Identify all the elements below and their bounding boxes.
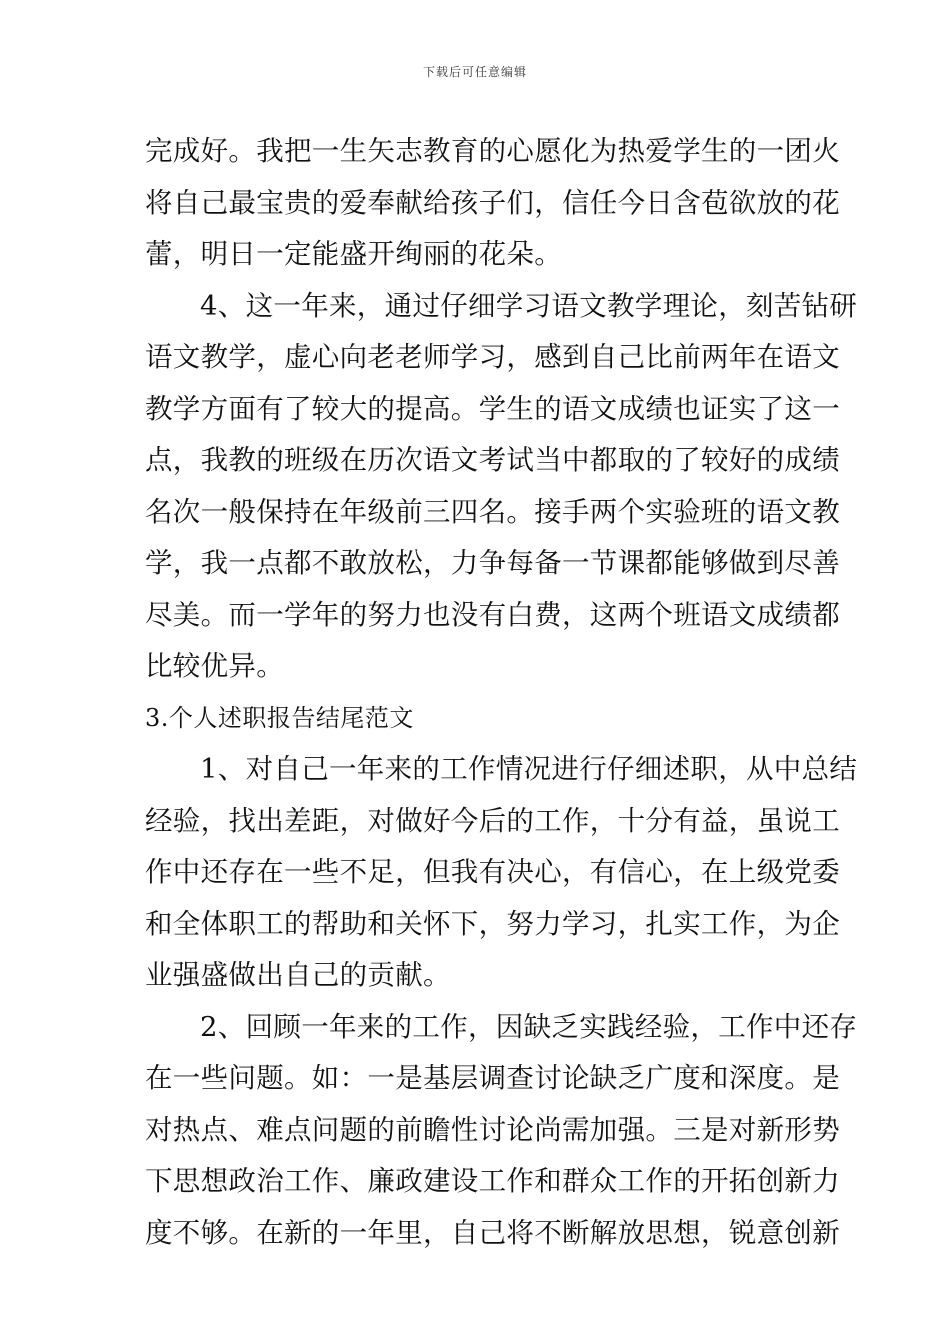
paragraph-start-line: 4、这一年来，通过仔细学习语文教学理论，刻苦钻研: [200, 289, 858, 322]
text-line: 业强盛做出自己的贡献。: [145, 959, 451, 991]
text-line: 尽美。而一学年的努力也没有白费，这两个班语文成绩都: [145, 598, 840, 631]
text-line: 点，我教的班级在历次语文考试当中都取的了较好的成绩: [145, 444, 840, 476]
text-line: 对热点、难点问题的前瞻性讨论尚需加强。三是对新形势: [145, 1113, 840, 1146]
paragraph-start-line: 2、回顾一年来的工作，因缺乏实践经验，工作中还存: [200, 1010, 858, 1043]
text-line: 在一些问题。如：一是基层调查讨论缺乏广度和深度。是: [145, 1062, 840, 1094]
page-header: 下载后可任意编辑: [422, 65, 527, 79]
text-line: 名次一般保持在年级前三四名。接手两个实验班的语文教: [145, 495, 840, 528]
text-line: 完成好。我把一生矢志教育的心愿化为热爱学生的一团火: [145, 135, 840, 167]
text-line: 经验，找出差距，对做好今后的工作，十分有益，虽说工: [145, 804, 840, 837]
text-line: 教学方面有了较大的提高。学生的语文成绩也证实了这一: [145, 392, 840, 425]
text-line: 度不够。在新的一年里，自己将不断解放思想，锐意创新: [145, 1216, 840, 1249]
text-line: 下思想政治工作、廉政建设工作和群众工作的开拓创新力: [145, 1165, 840, 1197]
text-line: 蕾，明日一定能盛开绚丽的花朵。: [145, 238, 562, 270]
text-line: 将自己最宝贵的爱奉献给孩子们，信任今日含苞欲放的花: [145, 186, 840, 219]
text-line: 比较优异。: [145, 650, 284, 682]
text-line: 学，我一点都不敢放松，力争每备一节课都能够做到尽善: [145, 547, 840, 579]
body-text: [145, 129, 858, 1262]
text-line: 和全体职工的帮助和关怀下，努力学习，扎实工作，为企: [145, 907, 840, 940]
text-line: 语文教学，虚心向老老师学习，感到自己比前两年在语文: [145, 341, 840, 373]
text-line: 作中还存在一些不足，但我有决心，有信心，在上级党委: [145, 856, 840, 888]
paragraph-start-line: 1、对自己一年来的工作情况进行仔细述职，从中总结: [200, 753, 858, 785]
section-heading: 3.个人述职报告结尾范文: [145, 703, 414, 732]
